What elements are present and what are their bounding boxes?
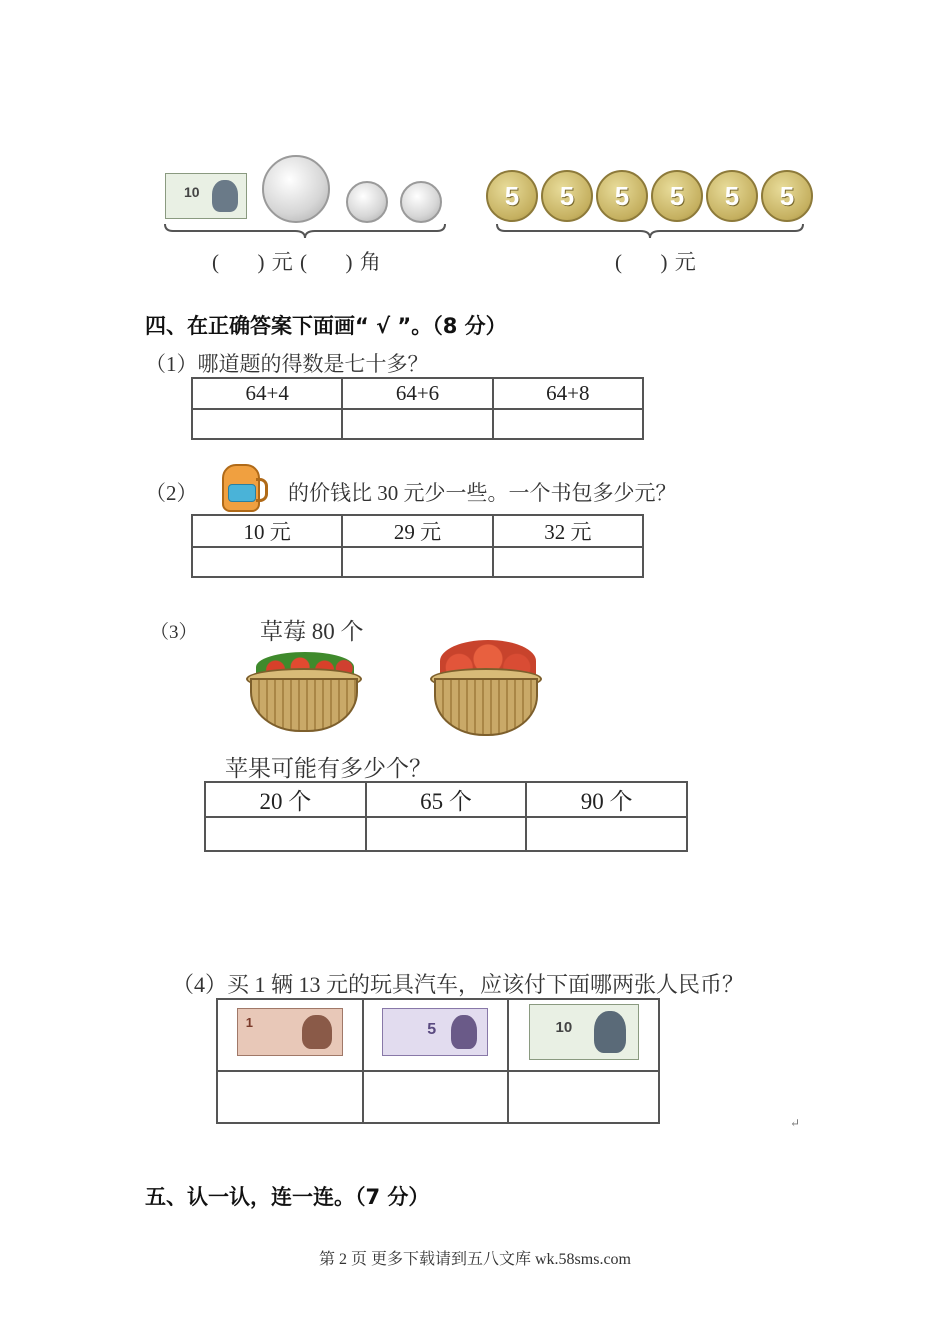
- q2-prompt: 的价钱比 30 元少一些。一个书包多少元？: [288, 481, 677, 505]
- q3-option: 90 个: [526, 782, 687, 817]
- one-jiao-coin: [400, 181, 442, 223]
- portrait-icon: [302, 1015, 332, 1049]
- right-brace: [495, 222, 805, 240]
- portrait-icon: [451, 1015, 477, 1049]
- q2-option: 32 元: [493, 515, 643, 547]
- five-jiao-coin: 5: [596, 170, 648, 222]
- strawberry-label: 草莓 80 个: [260, 619, 364, 644]
- q1-answer-cell[interactable]: [192, 409, 342, 439]
- five-jiao-coin: 5: [761, 170, 813, 222]
- section5-heading: 五、认一认，连一连。（7 分）: [145, 1185, 430, 1209]
- one-yuan-banknote: 1: [237, 1008, 343, 1056]
- q3-prompt: 苹果可能有多少个？: [225, 756, 432, 781]
- left-money-blank: ( ) 元 ( ) 角: [212, 250, 382, 274]
- five-jiao-coin: 5: [706, 170, 758, 222]
- q4-answer-cell[interactable]: [363, 1071, 509, 1123]
- five-jiao-coin: 5: [651, 170, 703, 222]
- one-jiao-coin: [346, 181, 388, 223]
- five-jiao-coin: 5: [541, 170, 593, 222]
- q3-option: 20 个: [205, 782, 366, 817]
- q2-option: 29 元: [342, 515, 492, 547]
- q2-answer-cell[interactable]: [342, 547, 492, 577]
- q4-answer-table: [216, 998, 660, 1124]
- q3-option: 65 个: [366, 782, 527, 817]
- left-brace: [163, 222, 447, 240]
- q1-answer-cell[interactable]: [493, 409, 643, 439]
- q3-label: （3）: [150, 622, 198, 643]
- q4-prompt: （4）买 1 辆 13 元的玩具汽车，应该付下面哪两张人民币？: [172, 972, 745, 997]
- q3-answer-cell[interactable]: [526, 817, 687, 851]
- section4-heading: 四、在正确答案下面画“ √ ”。（8 分）: [145, 314, 507, 338]
- q1-option: 64+6: [342, 378, 492, 409]
- backpack-icon: [214, 460, 268, 514]
- q3-answer-table: [204, 781, 688, 852]
- q1-answer-table: [191, 377, 644, 440]
- five-yuan-banknote: 5: [382, 1008, 488, 1056]
- q2-option: 10 元: [192, 515, 342, 547]
- q2-answer-cell[interactable]: [493, 547, 643, 577]
- q4-option: [508, 999, 659, 1071]
- q1-answer-cell[interactable]: [342, 409, 492, 439]
- q2-answer-cell[interactable]: [192, 547, 342, 577]
- right-money-blank: ( ) 元: [615, 250, 697, 274]
- one-yuan-coin: [262, 155, 330, 223]
- q4-option: [363, 999, 509, 1071]
- q3-answer-cell[interactable]: [366, 817, 527, 851]
- page-footer: 第 2 页 更多下载请到五八文库 wk.58sms.com: [318, 1251, 631, 1268]
- ten-yuan-banknote: [165, 173, 247, 219]
- q3-answer-cell[interactable]: [205, 817, 366, 851]
- q1-option: 64+4: [192, 378, 342, 409]
- portrait-icon: [212, 180, 238, 212]
- ten-yuan-banknote: 10: [529, 1004, 639, 1060]
- q4-option: [217, 999, 363, 1071]
- q2-label: （2）: [145, 481, 198, 505]
- q4-answer-cell[interactable]: [217, 1071, 363, 1123]
- q2-answer-table: [191, 514, 644, 578]
- banknote-value: 10: [184, 184, 200, 200]
- q4-answer-cell[interactable]: [508, 1071, 659, 1123]
- return-mark: ↵: [790, 1116, 801, 1130]
- portrait-icon: [594, 1011, 626, 1053]
- q1-prompt: （1）哪道题的得数是七十多？: [145, 352, 429, 376]
- five-jiao-coin: 5: [486, 170, 538, 222]
- q1-option: 64+8: [493, 378, 643, 409]
